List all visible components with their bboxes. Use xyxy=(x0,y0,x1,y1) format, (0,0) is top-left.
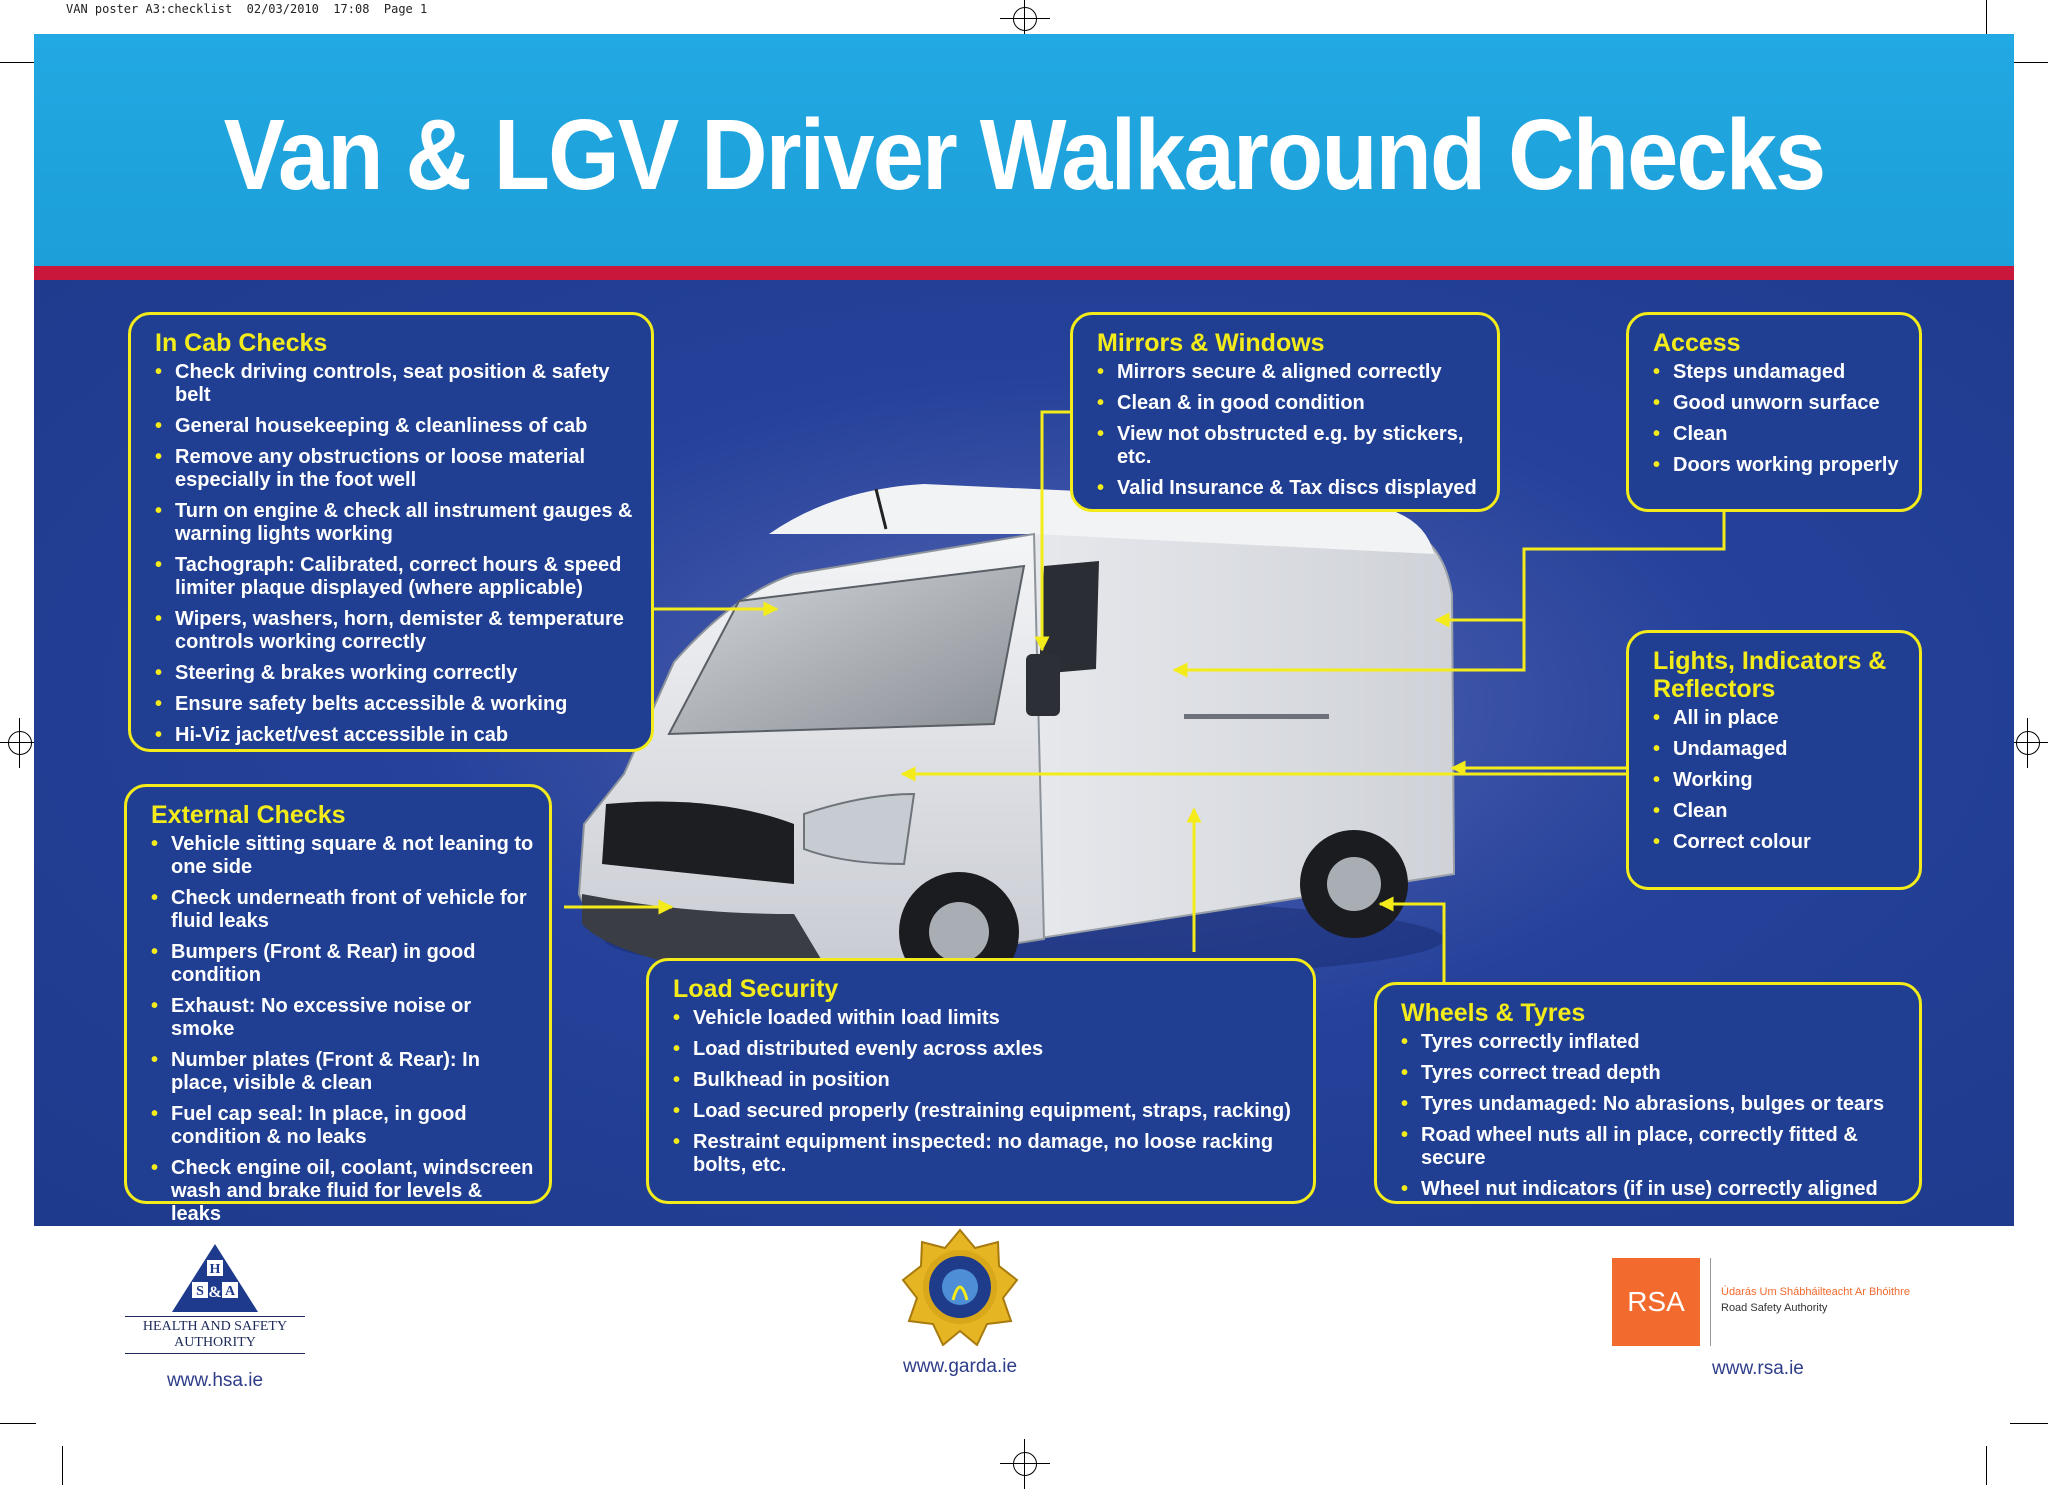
connector-mirrors xyxy=(1042,412,1070,650)
section-heading: Wheels & Tyres xyxy=(1401,999,1586,1027)
crop-mark xyxy=(0,1423,36,1424)
registration-mark xyxy=(2016,731,2040,755)
list-item: • Load distributed evenly across axles xyxy=(673,1038,1299,1061)
list-item: • Turn on engine & check all instrument gauges & warning lights working xyxy=(155,500,637,546)
hsa-logo-icon xyxy=(170,1242,260,1314)
section-access xyxy=(1626,312,1922,512)
hsa-letter: S xyxy=(196,1284,204,1299)
list-item: • Good unworn surface xyxy=(1653,392,1905,415)
hsa-logo-block xyxy=(125,1242,305,1392)
section-heading: Load Security xyxy=(673,975,839,1003)
rsa-english-name: Road Safety Authority xyxy=(1721,1302,1828,1314)
list-item: • Fuel cap seal: In place, in good condition & no leaks xyxy=(151,1103,535,1149)
list-item: • Undamaged xyxy=(1653,738,1905,761)
crop-mark xyxy=(1986,0,1987,38)
list-item: • Bulkhead in position xyxy=(673,1069,1299,1092)
list-item: • Steering & brakes working correctly xyxy=(155,662,637,685)
list-item: • Hi-Viz jacket/vest accessible in cab xyxy=(155,724,637,747)
list-item: • Remove any obstructions or loose material especially in the foot well xyxy=(155,446,637,492)
list-item: • Wipers, washers, horn, demister & temperature controls working correctly xyxy=(155,608,637,654)
list-item: • Clean & in good condition xyxy=(1097,392,1483,415)
list-item: • Check engine oil, coolant, windscreen wash and brake fluid for levels & leaks xyxy=(151,1157,535,1226)
list-item: • Road wheel nuts all in place, correctly fitted & secure xyxy=(1401,1124,1905,1170)
list-item: • Load secured properly (restraining equipment, straps, racking) xyxy=(673,1100,1299,1123)
rsa-irish-name: Údarás Um Shábháilteacht Ar Bhóithre xyxy=(1721,1286,1910,1298)
section-heading: Lights, Indicators & Reflectors xyxy=(1653,647,1887,703)
garda-logo-block xyxy=(880,1228,1040,1378)
list-item: • Clean xyxy=(1653,800,1905,823)
list-item: • Wheel nut indicators (if in use) correctly aligned xyxy=(1401,1178,1905,1201)
rsa-url-link[interactable]: www.rsa.ie xyxy=(1712,1358,1804,1379)
poster xyxy=(34,34,2014,1226)
crop-mark xyxy=(0,62,36,63)
list-item: • Steps undamaged xyxy=(1653,361,1905,384)
crop-mark xyxy=(2010,62,2048,63)
list-item: • Working xyxy=(1653,769,1905,792)
section-mirrors-windows xyxy=(1070,312,1500,512)
crop-mark xyxy=(62,1446,63,1485)
section-heading: In Cab Checks xyxy=(155,329,328,357)
section-lights xyxy=(1626,630,1922,890)
rsa-logo-icon xyxy=(1612,1258,1700,1346)
crop-mark xyxy=(2010,1423,2048,1424)
section-wheels-tyres xyxy=(1374,982,1922,1204)
section-external xyxy=(124,784,552,1225)
print-slug: VAN poster A3:checklist 02/03/2010 17:08 Page 1 xyxy=(66,2,428,16)
list-item: • All in place xyxy=(1653,707,1905,730)
crop-mark xyxy=(1986,1446,1987,1485)
list-item: • Doors working properly xyxy=(1653,454,1905,477)
list-item: • Restraint equipment inspected: no damage, no loose racking bolts, etc. xyxy=(673,1131,1299,1177)
hsa-letter: & xyxy=(208,1284,222,1301)
list-item: • View not obstructed e.g. by stickers, etc. xyxy=(1097,423,1483,469)
list-item: • Bumpers (Front & Rear) in good condition xyxy=(151,941,535,987)
section-heading: Mirrors & Windows xyxy=(1097,329,1325,357)
connector-access xyxy=(1436,508,1724,620)
hsa-name-line2: AUTHORITY xyxy=(125,1335,305,1354)
registration-mark xyxy=(1013,7,1037,31)
section-load-security xyxy=(646,958,1316,1204)
list-item: • Tachograph: Calibrated, correct hours & speed limiter plaque displayed (where applicable) xyxy=(155,554,637,600)
list-item: • General housekeeping & cleanliness of cab xyxy=(155,415,637,438)
garda-badge-icon xyxy=(901,1228,1019,1346)
list-item: • Exhaust: No excessive noise or smoke xyxy=(151,995,535,1041)
list-item: • Check driving controls, seat position & safety belt xyxy=(155,361,637,407)
list-item: • Tyres correct tread depth xyxy=(1401,1062,1905,1085)
list-item: • Tyres undamaged: No abrasions, bulges or tears xyxy=(1401,1093,1905,1116)
hsa-name-line1: HEALTH AND SAFETY xyxy=(125,1316,305,1335)
connector-wheels xyxy=(1380,904,1444,989)
section-heading: Access xyxy=(1653,329,1741,357)
list-item: • Mirrors secure & aligned correctly xyxy=(1097,361,1483,384)
list-item: • Tyres correctly inflated xyxy=(1401,1031,1905,1054)
registration-mark xyxy=(8,731,32,755)
hsa-url-link[interactable]: www.hsa.ie xyxy=(166,1370,264,1391)
list-item: • Ensure safety belts accessible & working xyxy=(155,693,637,716)
list-item: • Vehicle loaded within load limits xyxy=(673,1007,1299,1030)
list-item: • Check underneath front of vehicle for fluid leaks xyxy=(151,887,535,933)
section-in-cab xyxy=(128,312,654,752)
rsa-logo-text: RSA xyxy=(1627,1286,1685,1317)
list-item: • Clean xyxy=(1653,423,1905,446)
hsa-letter: H xyxy=(209,1262,221,1277)
rsa-logo-block xyxy=(1612,1258,1942,1380)
registration-mark xyxy=(1013,1452,1037,1476)
poster-title: Van & LGV Driver Walkaround Checks xyxy=(223,99,1825,211)
list-item: • Number plates (Front & Rear): In place, visible & clean xyxy=(151,1049,535,1095)
list-item: • Correct colour xyxy=(1653,831,1905,854)
list-item: • Valid Insurance & Tax discs displayed xyxy=(1097,477,1483,500)
connector-lights xyxy=(1174,620,1524,670)
list-item: • Vehicle sitting square & not leaning to one side xyxy=(151,833,535,879)
hsa-letter: A xyxy=(224,1284,236,1299)
section-heading: External Checks xyxy=(151,801,346,829)
garda-url-link[interactable]: www.garda.ie xyxy=(902,1356,1018,1377)
